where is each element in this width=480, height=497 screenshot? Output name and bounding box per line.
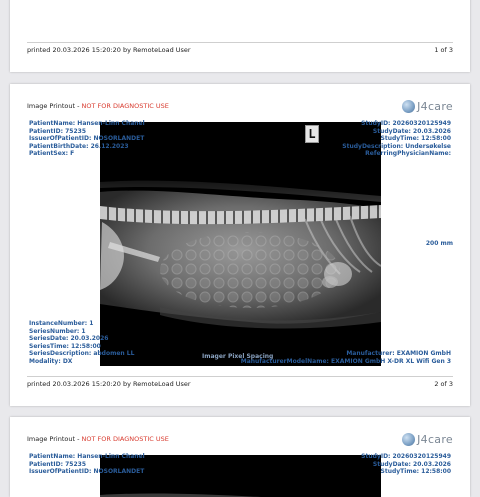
j4care-logo — [402, 431, 453, 447]
page-count: 2 of 3 — [434, 380, 453, 388]
overlay-top-left — [29, 120, 145, 158]
overlay-bottom-center: Imager Pixel Spacing — [202, 353, 274, 360]
logo-text: J4care — [417, 432, 453, 446]
xray-image — [100, 122, 381, 366]
header-title-text: Image Printout - — [27, 435, 82, 443]
page-header — [27, 433, 453, 454]
overlay-line: PatientBirthDate: 26.12.2023 — [29, 142, 129, 150]
not-for-diagnostic-label: NOT FOR DIAGNOSTIC USE — [81, 435, 169, 443]
print-page-3 — [10, 417, 470, 497]
overlay-line: Manufacturer: EXAMION GmbH — [346, 350, 451, 357]
overlay-top-right — [342, 120, 451, 158]
not-for-diagnostic-label: NOT FOR DIAGNOSTIC USE — [81, 102, 169, 110]
overlay-top-left — [29, 453, 145, 476]
overlay-line: PatientSex: F — [29, 150, 75, 158]
print-page-1 — [10, 0, 470, 72]
overlay-line: ReferringPhysicianName: — [365, 150, 451, 158]
overlay-top-right — [361, 453, 451, 476]
overlay-line: SeriesDescription: abdomen LL — [29, 350, 135, 358]
j4care-logo — [402, 98, 453, 114]
logo-globe-icon — [402, 433, 415, 446]
print-page-2 — [10, 84, 470, 406]
overlay-line: StudyTime: 12:58:00 — [380, 135, 451, 143]
overlay-line: StudyID: 20260320125949 — [361, 453, 451, 460]
overlay-line: SeriesNumber: 1 — [29, 327, 86, 335]
overlay-line: SeriesTime: 12:58:00 — [29, 342, 101, 350]
header-title-text: Image Printout - — [27, 102, 82, 110]
overlay-line: SeriesDate: 20.03.2026 — [29, 335, 109, 343]
image-viewer — [27, 120, 453, 368]
overlay-line: StudyDate: 20.03.2026 — [372, 460, 451, 468]
overlay-line: PatientName: Hansen-Linn Chanel — [29, 120, 145, 127]
overlay-line: InstanceNumber: 1 — [29, 320, 94, 327]
overlay-line: PatientID: 75235 — [29, 460, 86, 468]
orientation-marker: L — [305, 125, 319, 143]
logo-globe-icon — [402, 100, 415, 113]
page-footer — [27, 42, 453, 54]
overlay-line: StudyDescription: Undersøkelse — [342, 142, 451, 150]
overlay-line: PatientName: Hansen-Linn Chanel — [29, 453, 145, 460]
logo-text: J4care — [417, 99, 453, 113]
overlay-line: ManufacturerModelName: EXAMION GmbH X-DR XL Wifi Gen 3 — [240, 357, 451, 365]
page-count: 1 of 3 — [434, 46, 453, 54]
scale-label: 200 mm — [425, 240, 453, 247]
header-title — [27, 435, 169, 443]
page-header — [27, 100, 453, 121]
image-viewer — [27, 453, 453, 497]
overlay-bottom-right — [241, 350, 451, 365]
xray-graphic — [100, 122, 381, 366]
overlay-line: Modality: DX — [29, 357, 73, 365]
overlay-line: IssuerOfPatientID: NOSORLANDET — [29, 135, 145, 143]
overlay-line: StudyTime: 12:58:00 — [380, 468, 451, 476]
overlay-line: StudyID: 20260320125949 — [361, 120, 451, 127]
printed-info: printed 20.03.2026 15:20:20 by RemoteLoad User — [27, 46, 191, 54]
page-footer — [27, 376, 453, 388]
overlay-line: PatientID: 75235 — [29, 127, 86, 135]
printed-info: printed 20.03.2026 15:20:20 by RemoteLoad User — [27, 380, 191, 388]
overlay-bottom-left — [29, 320, 134, 366]
overlay-line: StudyDate: 20.03.2026 — [372, 127, 451, 135]
header-title — [27, 102, 169, 110]
overlay-line: IssuerOfPatientID: NOSORLANDET — [29, 468, 145, 476]
